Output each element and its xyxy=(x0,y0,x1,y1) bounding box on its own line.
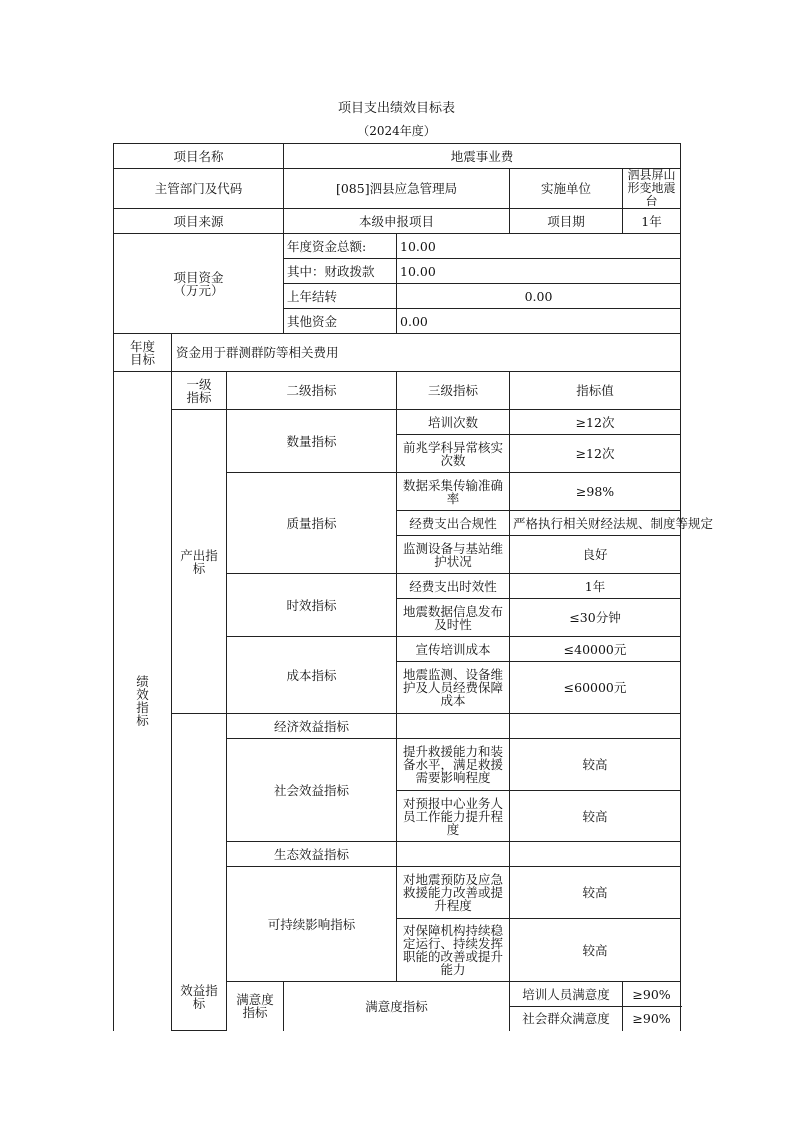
source-value: 本级申报项目 xyxy=(284,209,510,234)
indicator-value: ≥98% xyxy=(510,473,681,511)
indicator-value: ≥12次 xyxy=(510,410,681,435)
perf-label: 绩 效 指 标 xyxy=(114,372,172,1031)
funds-total-value: 10.00 xyxy=(397,234,681,259)
indicator-name: 社会群众满意度 xyxy=(510,1007,623,1031)
satisfaction-label: 满意度 指标 xyxy=(227,982,284,1031)
ecological-label: 生态效益指标 xyxy=(227,842,397,867)
indicator-name: 培训人员满意度 xyxy=(510,982,623,1007)
row-perf-header xyxy=(114,372,681,410)
indicator-value: 良好 xyxy=(510,536,681,574)
output-label: 产出指 标 xyxy=(172,410,227,714)
indicator-name: 经费支出合规性 xyxy=(397,511,510,536)
dept-value: [085]泗县应急管理局 xyxy=(284,169,510,209)
funds-total-label: 年度资金总额: xyxy=(284,234,397,259)
indicator-name: 地震数据信息发布及时性 xyxy=(397,599,510,637)
timeliness-label: 时效指标 xyxy=(227,574,397,637)
indicator-value: ≥12次 xyxy=(510,435,681,473)
quantity-label: 数量指标 xyxy=(227,410,397,473)
annual-goal-label: 年度 目标 xyxy=(114,334,172,372)
indicator-name: 对保障机构持续稳定运行、持续发挥职能的改善或提升能力 xyxy=(397,919,510,982)
indicator-name: 对地震预防及应急救援能力改善或提升程度 xyxy=(397,867,510,919)
economic-label: 经济效益指标 xyxy=(227,714,397,739)
funds-other-value: 0.00 xyxy=(397,309,681,334)
sustainable-label: 可持续影响指标 xyxy=(227,867,397,982)
page-title: 项目支出绩效目标表 xyxy=(337,101,455,116)
project-name-label: 项目名称 xyxy=(114,144,284,169)
funds-carryover-label: 上年结转 xyxy=(284,284,397,309)
row-department xyxy=(114,169,681,209)
indicator-value: 严格执行相关财经法规、制度等规定 xyxy=(510,511,681,536)
project-name-value: 地震事业费 xyxy=(284,144,681,169)
source-label: 项目来源 xyxy=(114,209,284,234)
indicator-value: 较高 xyxy=(510,919,681,982)
indicator-value: 较高 xyxy=(510,739,681,791)
indicator-name: 地震监测、设备维护及人员经费保障成本 xyxy=(397,662,510,714)
indicator-name: 培训次数 xyxy=(397,410,510,435)
indicator-value xyxy=(510,714,681,739)
table-row xyxy=(114,714,681,739)
col-level2-header: 二级指标 xyxy=(227,372,397,410)
period-value: 1年 xyxy=(623,209,681,234)
indicator-name: 前兆学科异常核实次数 xyxy=(397,435,510,473)
dept-label: 主管部门及代码 xyxy=(114,169,284,209)
indicator-name: 监测设备与基站维护状况 xyxy=(397,536,510,574)
row-source xyxy=(114,209,681,234)
indicator-value: ≤40000元 xyxy=(510,637,681,662)
indicator-name xyxy=(397,842,510,867)
table-row xyxy=(114,410,681,435)
period-label: 项目期 xyxy=(510,209,623,234)
col-level3-header: 三级指标 xyxy=(397,372,510,410)
row-annual-goal xyxy=(114,334,681,372)
indicator-name: 经费支出时效性 xyxy=(397,574,510,599)
indicator-name xyxy=(397,714,510,739)
indicator-value: ≤60000元 xyxy=(510,662,681,714)
indicator-value xyxy=(510,842,681,867)
quality-label: 质量指标 xyxy=(227,473,397,574)
indicator-name: 宣传培训成本 xyxy=(397,637,510,662)
annual-goal-value: 资金用于群测群防等相关费用 xyxy=(172,334,681,372)
row-project-name xyxy=(114,144,681,169)
indicator-name: 数据采集传输准确率 xyxy=(397,473,510,511)
indicator-name: 提升救援能力和装备水平，满足救援需要影响程度 xyxy=(397,739,510,791)
indicator-value: 1年 xyxy=(510,574,681,599)
indicator-value: 较高 xyxy=(510,867,681,919)
benefit-label: 效益指 标 xyxy=(172,714,227,1031)
social-label: 社会效益指标 xyxy=(227,739,397,842)
funds-label: 项目资金 （万元） xyxy=(114,234,284,334)
indicator-name: 对预报中心业务人员工作能力提升程度 xyxy=(397,791,510,842)
indicator-value: ≤30分钟 xyxy=(510,599,681,637)
funds-carryover-value: 0.00 xyxy=(397,284,681,309)
indicator-value: ≥90% xyxy=(623,1007,681,1031)
satisfaction-sub-label: 满意度指标 xyxy=(284,982,510,1031)
funds-fiscal-value: 10.00 xyxy=(397,259,681,284)
cost-label: 成本指标 xyxy=(227,637,397,714)
impl-unit-value: 泗县屏山形变地震台 xyxy=(623,169,681,209)
indicator-value: 较高 xyxy=(510,791,681,842)
page-subtitle: （2024年度） xyxy=(357,124,436,138)
col-level1-header: 一级 指标 xyxy=(172,372,227,410)
funds-other-label: 其他资金 xyxy=(284,309,397,334)
funds-fiscal-label: 其中：财政拨款 xyxy=(284,259,397,284)
impl-unit-label: 实施单位 xyxy=(510,169,623,209)
row-funds-total xyxy=(114,234,681,259)
performance-goal-table xyxy=(113,143,714,1031)
col-value-header: 指标值 xyxy=(510,372,681,410)
indicator-value: ≥90% xyxy=(623,982,681,1007)
